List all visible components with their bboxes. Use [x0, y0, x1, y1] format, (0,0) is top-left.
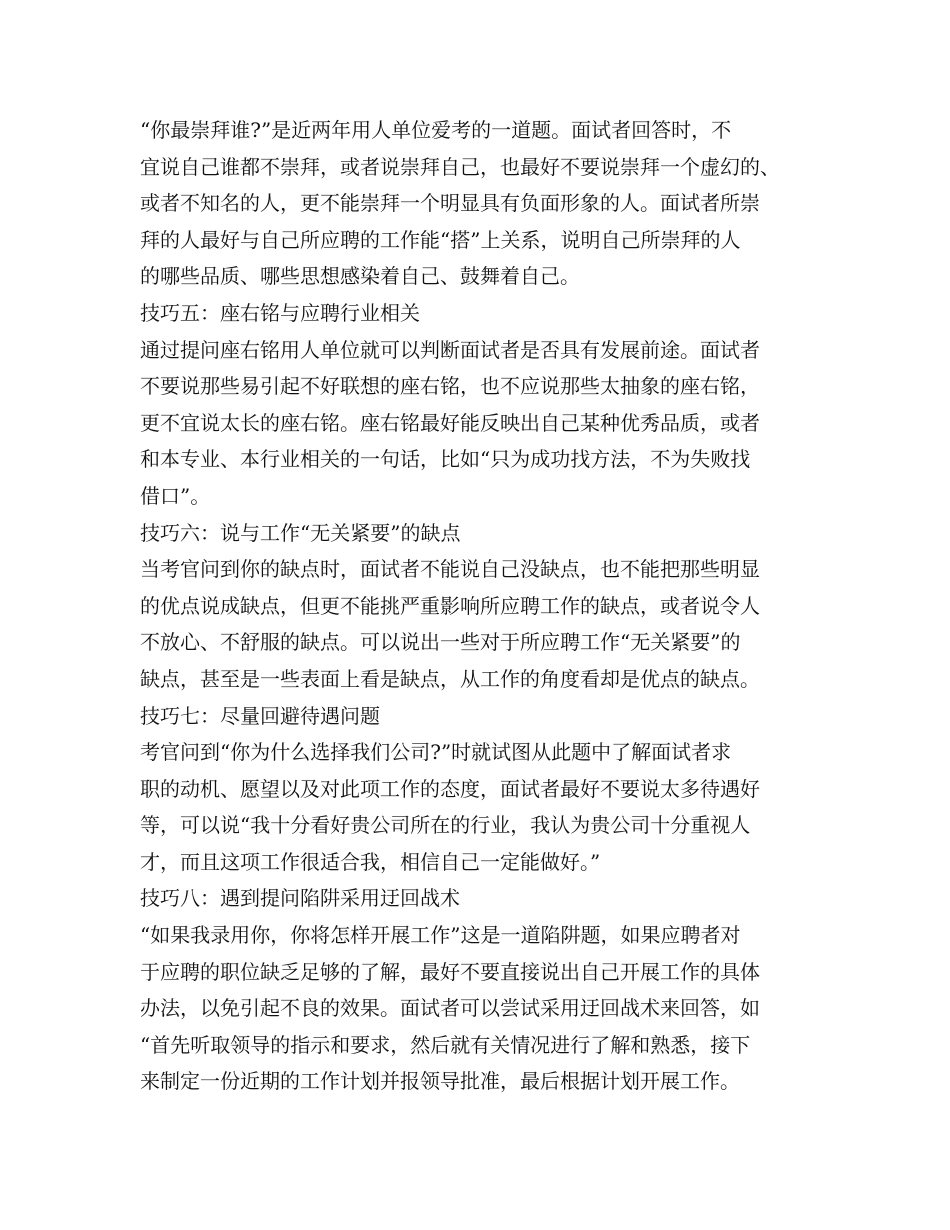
- paragraph-line: 更不宜说太长的座右铭。座右铭最好能反映出自己某种优秀品质，或者: [140, 410, 760, 435]
- paragraph-line: “你最崇拜谁?”是近两年用人单位爱考的一道题。面试者回答时，不: [140, 118, 732, 142]
- paragraph-line: 等，可以说“我十分看好贵公司所在的行业，我认为贵公司十分重视人: [140, 813, 751, 838]
- section-heading: 技巧七：尽量回避待遇问题: [140, 703, 380, 728]
- paragraph-line: 当考官问到你的缺点时，面试者不能说自己没缺点，也不能把那些明显: [140, 557, 760, 582]
- paragraph-line: 拜的人最好与自己所应聘的工作能“搭”上关系，说明自己所崇拜的人: [140, 227, 741, 252]
- paragraph-line: 不要说那些易引起不好联想的座右铭，也不应说那些太抽象的座右铭，: [140, 374, 760, 399]
- document-body: [140, 112, 820, 1100]
- paragraph-line: “首先听取领导的指示和要求，然后就有关情况进行了解和熟悉，接下: [140, 1032, 751, 1057]
- section-heading: 技巧八：遇到提问陷阱采用迂回战术: [140, 886, 460, 911]
- paragraph-line: 通过提问座右铭用人单位就可以判断面试者是否具有发展前途。面试者: [140, 337, 760, 362]
- paragraph-line: 或者不知名的人，更不能崇拜一个明显具有负面形象的人。面试者所崇: [140, 191, 760, 216]
- paragraph-line: “如果我录用你，你将怎样开展工作”这是一道陷阱题，如果应聘者对: [140, 923, 741, 948]
- paragraph-line: 和本专业、本行业相关的一句话，比如“只为成功找方法，不为失败找: [140, 447, 751, 472]
- paragraph-line: 缺点，甚至是一些表面上看是缺点，从工作的角度看却是优点的缺点。: [140, 666, 760, 691]
- paragraph-line: 借口”。: [140, 483, 211, 508]
- paragraph-line: 的优点说成缺点，但更不能挑严重影响所应聘工作的缺点，或者说令人: [140, 593, 760, 618]
- paragraph-line: 的哪些品质、哪些思想感染着自己、鼓舞着自己。: [140, 264, 580, 289]
- paragraph-line: 不放心、不舒服的缺点。可以说出一些对于所应聘工作“无关紧要”的: [140, 630, 741, 655]
- paragraph-line: 来制定一份近期的工作计划并报领导批准，最后根据计划开展工作。: [140, 1069, 740, 1094]
- paragraph-line: 职的动机、愿望以及对此项工作的态度，面试者最好不要说太多待遇好: [140, 776, 760, 801]
- paragraph-line: 于应聘的职位缺乏足够的了解，最好不要直接说出自己开展工作的具体: [140, 959, 760, 984]
- paragraph-line: 考官问到“你为什么选择我们公司?”时就试图从此题中了解面试者求: [140, 740, 732, 765]
- section-heading: 技巧五：座右铭与应聘行业相关: [140, 300, 420, 325]
- paragraph-line: 宜说自己谁都不崇拜，或者说崇拜自己，也最好不要说崇拜一个虚幻的、: [140, 154, 780, 179]
- section-heading: 技巧六：说与工作“无关紧要”的缺点: [140, 520, 461, 545]
- paragraph-line: 才，而且这项工作很适合我，相信自己一定能做好。”: [140, 849, 601, 874]
- paragraph-line: 办法，以免引起不良的效果。面试者可以尝试采用迂回战术来回答，如: [140, 996, 760, 1021]
